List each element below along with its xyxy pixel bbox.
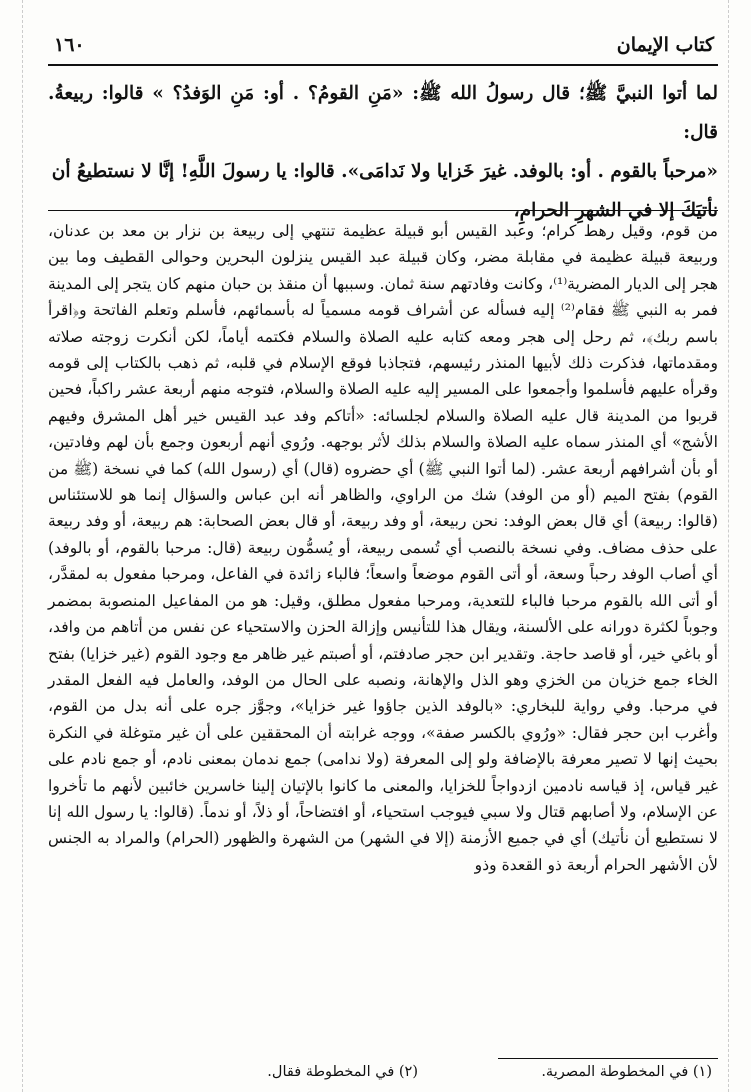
footnote-1: (١) في المخطوطة المصرية. <box>541 1064 712 1080</box>
hadith-line: نأتيَكَ إلا في الشهرِ الحرامِ، <box>513 200 718 221</box>
page-number: ١٦٠ <box>54 34 85 56</box>
commentary-text <box>48 218 718 878</box>
chapter-title: كتاب الإيمان <box>616 34 714 56</box>
left-margin-decoration <box>0 0 23 1092</box>
book-page <box>48 22 718 1080</box>
page-header <box>48 30 718 66</box>
footnote-2: (٢) في المخطوطة فقال. <box>267 1064 418 1080</box>
section-divider <box>48 210 718 211</box>
hadith-line: «مرحباً بالقوم . أو: بالوفد. غيرَ خَزايا ولا نَدامَى». قالوا: يا رسولَ اللَّهِ! إنَّا لا نستطيعُ أن <box>51 161 718 182</box>
hadith-line: لما أتوا النبيَّ ﷺ؛ قال رسولُ الله ﷺ: «مَنِ القومُ؟ . أو: مَنِ الوَفدُ؟ » قالوا: ربيعةُ. قال: <box>48 83 718 143</box>
footnotes <box>48 1064 718 1088</box>
commentary-paragraph: من قوم، وقيل رهط كرام؛ وعبد القيس أبو قبيلة عظيمة تنتهي إلى ربيعة بن نزار بن معد بن عدنان، وربيعة قبيلة عظيمة في مقابلة مضر، وكان قبيلة عبد القيس ينزلون البحرين وحوالى القطيف وما بين هجر إلى الديار المضرية⁽¹⁾، وكانت وفادتهم سنة ثمان. وسببها أن منقذ بن حبان منهم كان يتجر إلى المدينة فمر به النبي ﷺ فقام⁽²⁾ إليه فسأله عن أشراف قومه مسمياً له بأسمائهم، فأسلم وتعلم الفاتحة و﴿اقرأ باسم ربك﴾، ثم رحل إلى هجر ومعه كتابه عليه الصلاة والسلام فكتمه أياماً، لكن أنكرت زوجته صلاته ومقدماتها، فذكرت ذلك لأبيها المنذر رئيسهم، فتجاذبا فوقع الإسلام في قلبه، ثم ذهب بالكتاب إلى قومه وقرأه عليهم فأسلموا وأجمعوا على المسير إليه عليه الصلاة والسلام، فتوجه منهم أربعة عشر راكباً، فحين قربوا من المدينة قال عليه الصلاة والسلام لجلسائه: «أتاكم وفد عبد القيس خير أهل المشرق وفيهم الأشج» أي المنذر سماه عليه الصلاة والسلام بذلك لأثر بوجهه. ورُوي أنهم أربعون وجمع بأن لهم وفادتين، أو بأن أشرافهم أربعة عشر. (لما أتوا النبي ﷺ) أي حضروه (قال) أي (رسول الله) كما في نسخة (ﷺ من القوم) بفتح الميم (أو من الوفد) شك من الراوي، والظاهر أنه ابن عباس والسؤال إنما هو للاستئناس (قالوا: ربيعة) أي قال بعض الوفد: نحن ربيعة، أو وفد ربيعة، أو قال بعض الصحابة: هم ربيعة، أو وفد ربيعة على حذف مضاف. وفي نسخة بالنصب أي تُسمى ربيعة، أو يُسمُّون ربيعة (قال: مرحبا بالقوم، أو بالوفد) أي أصاب الوفد رحباً وسعة، أو أتى القوم موضعاً واسعاً؛ فالباء زائدة في الفاعل، ومرحبا مفعول به لمقدَّر، أو أتى الله بالقوم مرحبا فالباء للتعدية، ومرحبا مفعول مطلق، وقيل: هو من المفاعيل المنصوبة بمضمر وجوباً لكثرة دورانه على الألسنة، ويقال هذا للتأنيس وإزالة الحزن والاستحياء عن نفس من أتاهم من وافد، أو باغي خير، أو قاصد حاجة. وتقدير ابن حجر صادفتم، أو أصبتم غير ظاهر مع وجود القوم (غير خزايا) بفتح الخاء جمع خزيان من الخزي وهو الذل والإهانة، ونصبه على الحال من الوفد، والعامل فيه الفعل المقدر في مرحبا. وفي رواية للبخاري: «بالوفد الذين جاؤوا غير خزايا»، وجوَّز جره على أنه بدل من القوم، وأغرب ابن حجر فقال: «ورُوي بالكسر صفة»، ووجه غرابته أن المحققين على أن غير متوغلة في النكرة بحيث إنها لا تصير معرفة بالإضافة ولو إلى المعرفة (ولا ندامى) جمع ندمان بمعنى نادم، أو جمع نادم على غير قياس، إذ قياسه نادمين ازدواجاً للخزايا، والمعنى ما كانوا بالإتيان إلينا خاسرين خائبين لأنهم ما تأخروا عن الإسلام، ولا أصابهم قتال ولا سبي فيوجب استحياء، أو افتضاحاً، أو ذلاً، أو ندماً. (قالوا: يا رسول الله إنا لا نستطيع أن نأتيك) أي في جميع الأزمنة (إلا في الشهر) من الشهرة والظهور (الحرام) والمراد به الجنس لأن الأشهر الحرام أربعة ذو القعدة وذو <box>48 222 718 874</box>
footnote-rule <box>498 1058 718 1059</box>
right-margin-decoration <box>728 0 751 1092</box>
hadith-text <box>48 74 718 230</box>
